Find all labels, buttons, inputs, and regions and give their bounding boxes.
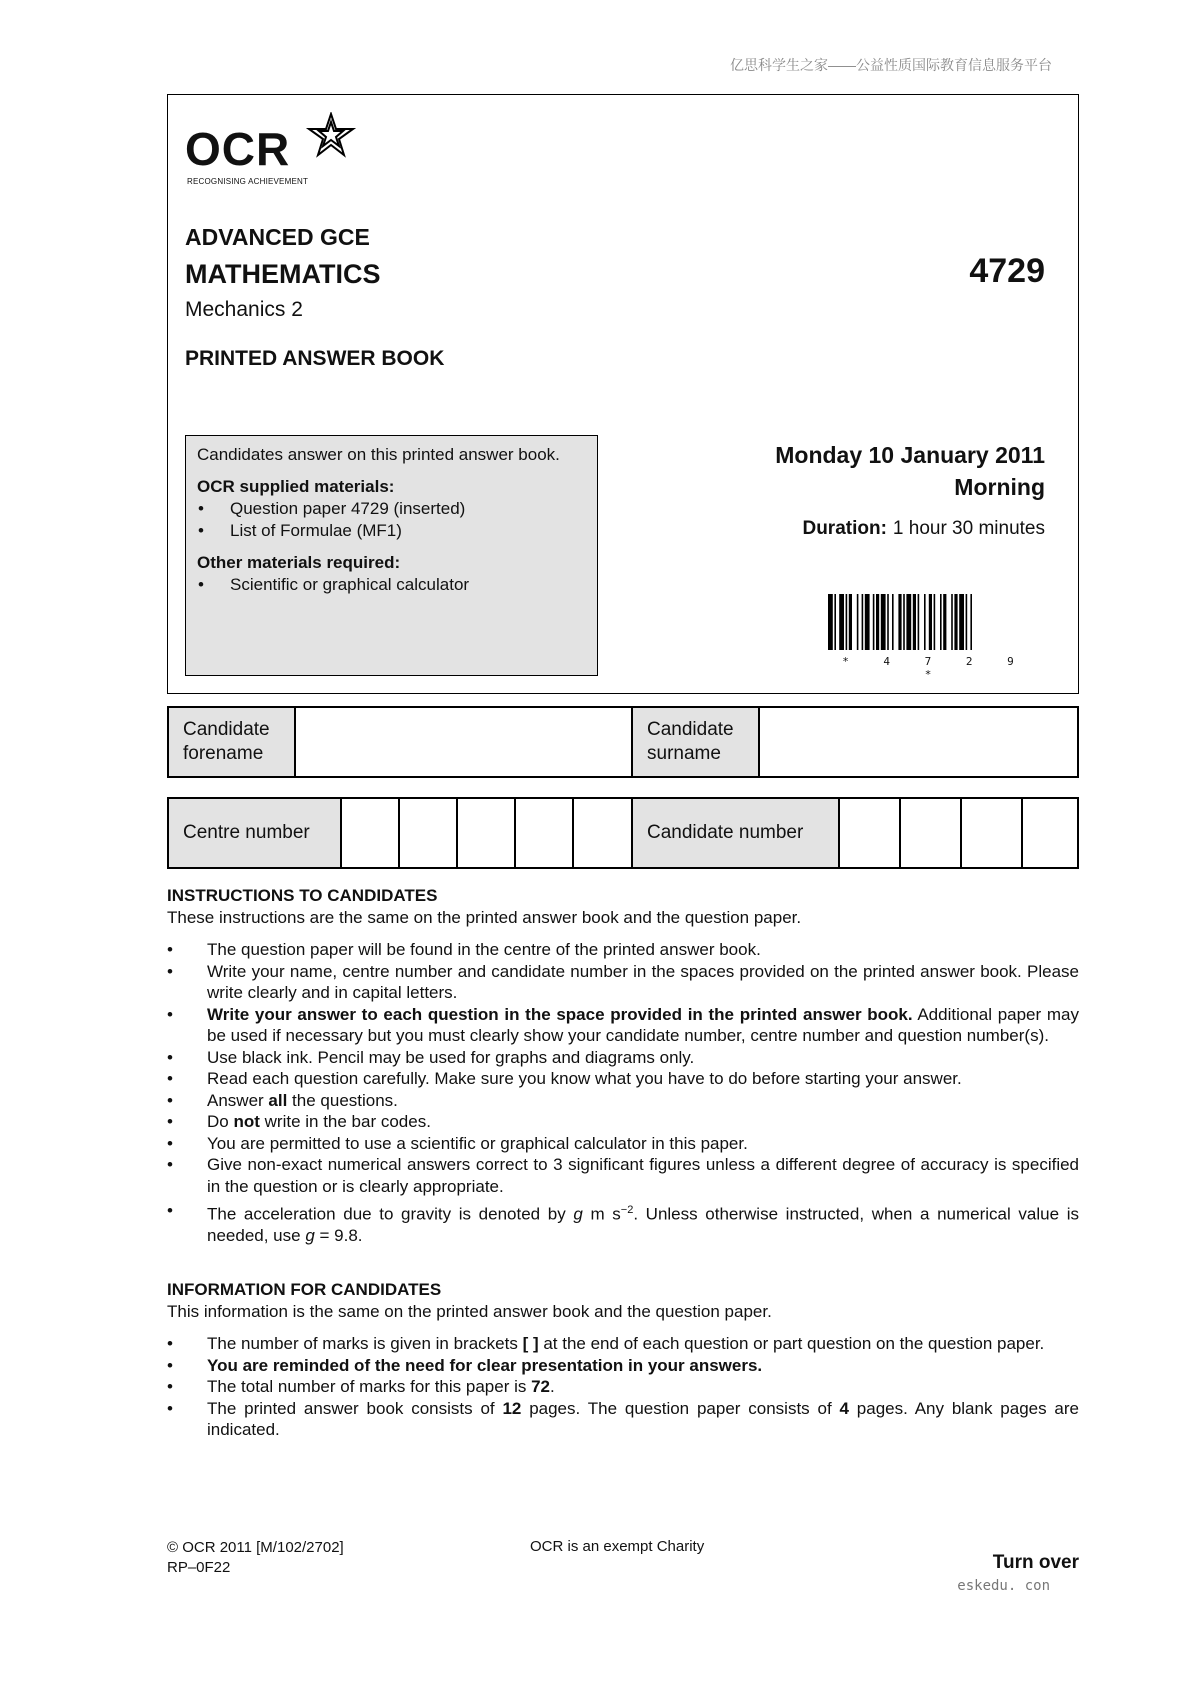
information-list	[167, 1333, 1079, 1441]
list-item: • The total number of marks for this paper is 72.	[167, 1376, 1079, 1398]
other-heading: Other materials required:	[197, 553, 401, 572]
exam-code: 4729	[969, 252, 1045, 290]
candidate-number-box[interactable]	[1023, 799, 1077, 867]
forename-label: Candidate forename	[169, 708, 296, 776]
list-item: • You are reminded of the need for clear presentation in your answers.	[167, 1355, 1079, 1377]
list-item: • Write your answer to each question in the space provided in the printed answer book. Additional paper may be used if necessary but you must clearly show your candidate number, centre number and question number(s).	[167, 1004, 1079, 1047]
other-list	[197, 574, 586, 596]
candidate-number-box[interactable]	[962, 799, 1023, 867]
list-item: • The number of marks is given in brackets [ ] at the end of each question or part question on the question paper.	[167, 1333, 1079, 1355]
watermark-bottom: eskedu. con	[957, 1578, 1050, 1594]
instructions-list	[167, 939, 1079, 1247]
information-heading: INFORMATION FOR CANDIDATES	[167, 1280, 442, 1299]
list-item: • The question paper will be found in the centre of the printed answer book.	[167, 939, 1079, 961]
charity-note: OCR is an exempt Charity	[530, 1538, 705, 1555]
exam-unit: Mechanics 2	[185, 298, 303, 321]
list-item: • Read each question carefully. Make sure you know what you have to do before starting your answer.	[167, 1068, 1079, 1090]
exam-session	[700, 439, 1045, 503]
exam-subject: MATHEMATICS	[185, 259, 381, 289]
barcode-icon	[826, 594, 1044, 652]
exam-duration	[700, 518, 1045, 540]
list-item: • Do not write in the bar codes.	[167, 1111, 1079, 1133]
ocr-logo	[185, 112, 360, 188]
candidate-number-table	[167, 797, 1079, 869]
list-item: • The printed answer book consists of 12 pages. The question paper consists of 4 pages. Any blank pages are indicated.	[167, 1398, 1079, 1441]
centre-number-box[interactable]	[458, 799, 516, 867]
barcode-text: * 4 7 2 9 *	[842, 655, 1028, 681]
star-icon	[303, 112, 359, 158]
logo-text: OCR	[185, 123, 291, 175]
footer-left	[167, 1538, 344, 1578]
instructions-heading: INSTRUCTIONS TO CANDIDATES	[167, 886, 438, 905]
candidate-number-label: Candidate number	[633, 799, 840, 867]
turn-over: Turn over	[992, 1552, 1079, 1573]
list-item: • Write your name, centre number and candidate number in the spaces provided on the printed answer book. Please write clearly and in capital letters.	[167, 961, 1079, 1004]
exam-time: Morning	[954, 474, 1045, 500]
information-intro: This information is the same on the printed answer book and the question paper.	[167, 1302, 772, 1321]
centre-number-box[interactable]	[516, 799, 574, 867]
list-item: • Scientific or graphical calculator	[197, 574, 586, 596]
copyright: © OCR 2011 [M/102/2702]	[167, 1539, 344, 1556]
materials-intro: Candidates answer on this printed answer book.	[197, 445, 560, 464]
candidate-number-box[interactable]	[901, 799, 962, 867]
list-item: • List of Formulae (MF1)	[197, 520, 586, 542]
list-item: • Use black ink. Pencil may be used for graphs and diagrams only.	[167, 1047, 1079, 1069]
reference-code: RP–0F22	[167, 1559, 231, 1576]
forename-field[interactable]	[296, 708, 633, 776]
list-item: • Give non-exact numerical answers correct to 3 significant figures unless a different degree of accuracy is specified in the question or is clearly appropriate.	[167, 1154, 1079, 1197]
list-item: • Question paper 4729 (inserted)	[197, 498, 586, 520]
centre-number-box[interactable]	[400, 799, 458, 867]
exam-level: ADVANCED GCE	[185, 224, 370, 250]
exam-date: Monday 10 January 2011	[775, 442, 1045, 468]
supplied-heading: OCR supplied materials:	[197, 477, 395, 496]
instructions-intro: These instructions are the same on the printed answer book and the question paper.	[167, 908, 802, 927]
logo-tagline: RECOGNISING ACHIEVEMENT	[187, 177, 309, 186]
list-item: • The acceleration due to gravity is denoted by g m $s^{-2}$. Unless otherwise instructed, when a numerical value is needed, use g = 9.8.	[167, 1200, 1079, 1247]
book-type: PRINTED ANSWER BOOK	[185, 347, 445, 370]
surname-field[interactable]	[760, 708, 1077, 776]
surname-label: Candidate surname	[633, 708, 760, 776]
candidate-name-table	[167, 706, 1079, 778]
watermark-top: 亿思科学生之家——公益性质国际教育信息服务平台	[730, 57, 1052, 73]
centre-number-box[interactable]	[342, 799, 400, 867]
list-item: • You are permitted to use a scientific or graphical calculator in this paper.	[167, 1133, 1079, 1155]
centre-number-box[interactable]	[574, 799, 633, 867]
duration-value: 1 hour 30 minutes	[892, 518, 1045, 539]
duration-label: Duration:	[802, 518, 887, 539]
list-item: • Answer all the questions.	[167, 1090, 1079, 1112]
materials-box	[185, 435, 598, 676]
centre-number-label: Centre number	[169, 799, 342, 867]
candidate-number-box[interactable]	[840, 799, 901, 867]
supplied-list	[197, 498, 586, 542]
barcode	[826, 594, 1044, 681]
